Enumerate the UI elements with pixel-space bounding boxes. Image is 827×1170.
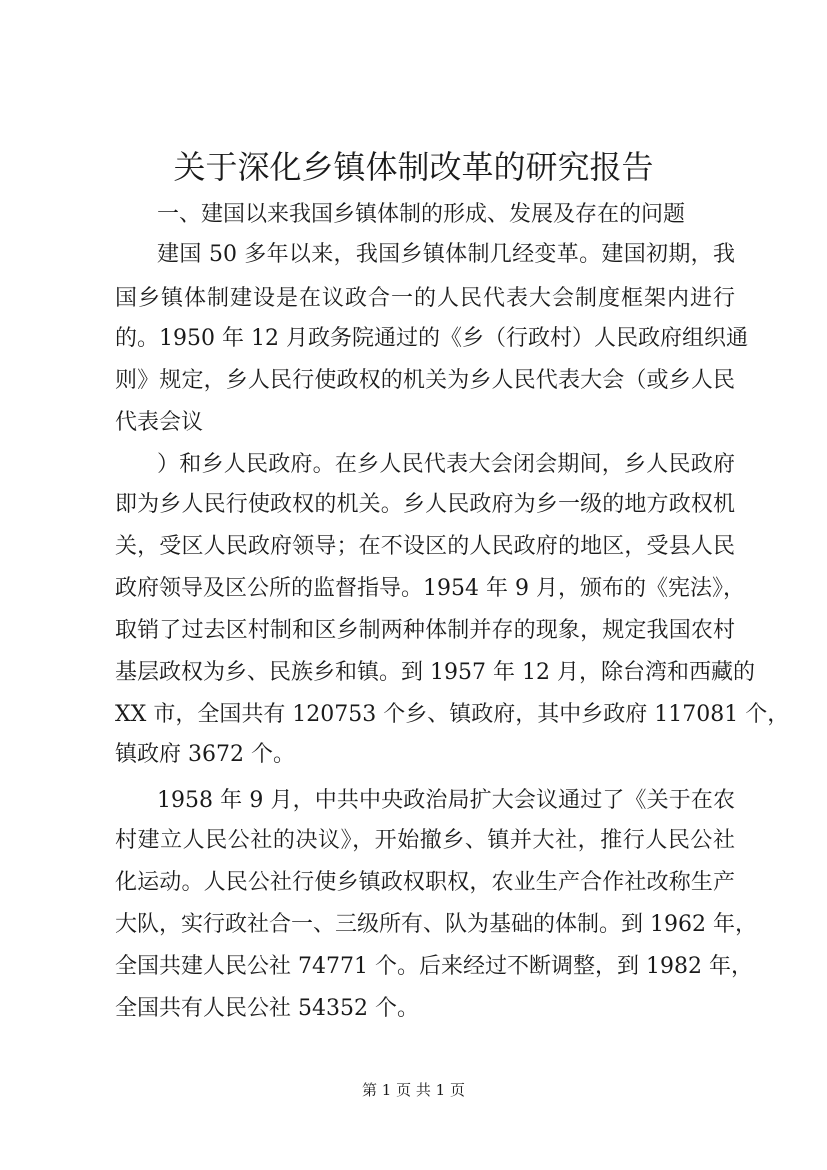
paragraph-line: ）和乡人民政府。在乡人民代表大会闭会期间，乡人民政府 <box>157 452 735 477</box>
paragraph-line: 1958 年 9 月，中共中央政治局扩大会议通过了《关于在农 <box>157 788 735 813</box>
section-heading: 一、建国以来我国乡镇体制的形成、发展及存在的问题 <box>157 202 686 227</box>
paragraph-line: 镇政府 3672 个。 <box>115 742 295 767</box>
paragraph-line: 全国共有人民公社 54352 个。 <box>115 996 419 1021</box>
page-footer: 第 1 页 共 1 页 <box>362 1081 465 1099</box>
paragraph-line: XX 市，全国共有 120753 个乡、镇政府，其中乡政府 117081 个， <box>115 702 790 727</box>
paragraph-line: 全国共建人民公社 74771 个。后来经过不断调整，到 1982 年， <box>115 954 753 979</box>
paragraph-line: 代表会议 <box>115 410 204 435</box>
paragraph-line: 关，受区人民政府领导；在不设区的人民政府的地区，受县人民 <box>115 534 735 559</box>
paragraph-line: 村建立人民公社的决议》，开始撤乡、镇并大社，推行人民公社 <box>115 828 735 853</box>
paragraph-line: 建国 50 多年以来，我国乡镇体制几经变革。建国初期，我 <box>157 242 735 267</box>
paragraph-line: 即为乡人民行使政权的机关。乡人民政府为乡一级的地方政权机 <box>115 492 735 517</box>
paragraph-line: 取销了过去区村制和区乡制两种体制并存的现象，规定我国农村 <box>115 618 735 643</box>
paragraph-line: 国乡镇体制建设是在议政合一的人民代表大会制度框架内进行 <box>115 286 735 311</box>
paragraph-line: 则》规定，乡人民行使政权的机关为乡人民代表大会（或乡人民 <box>115 368 735 393</box>
paragraph-line: 大队，实行政社合一、三级所有、队为基础的体制。到 1962 年， <box>115 912 757 937</box>
paragraph-line: 政府领导及区公所的监督指导。1954 年 9 月，颁布的《宪法》， <box>115 576 745 601</box>
paragraph-line: 化运动。人民公社行使乡镇政权职权，农业生产合作社改称生产 <box>115 870 735 895</box>
document-title: 关于深化乡镇体制改革的研究报告 <box>173 148 654 186</box>
paragraph-line: 的。1950 年 12 月政务院通过的《乡（行政村）人民政府组织通 <box>115 326 748 351</box>
paragraph-line: 基层政权为乡、民族乡和镇。到 1957 年 12 月，除台湾和西藏的 <box>115 660 755 685</box>
